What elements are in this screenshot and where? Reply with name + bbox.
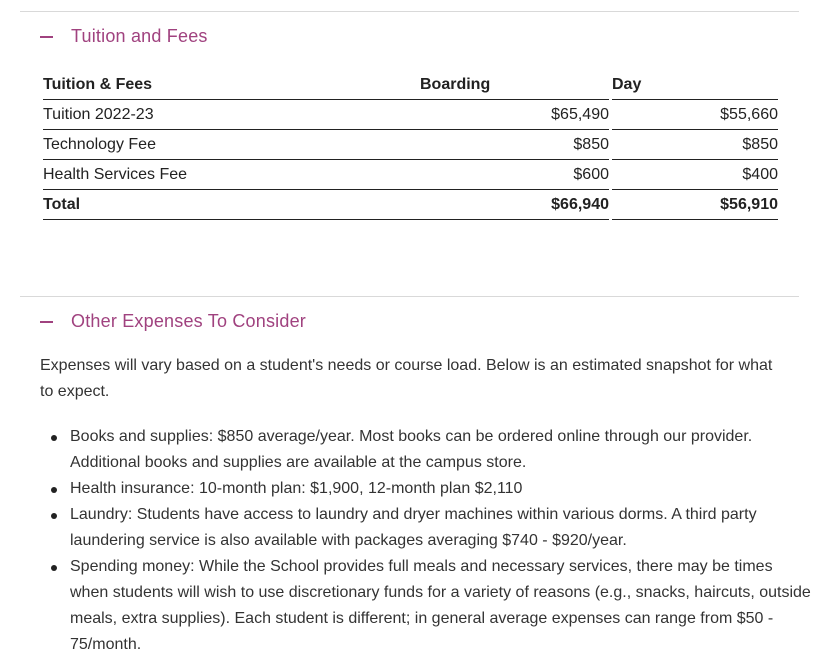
row-label: Health Services Fee [43,160,420,190]
header-boarding: Boarding [420,70,609,100]
list-item-text: Spending money: While the School provides full meals and necessary services, there may be times when students will wish to use discretionary funds for a variety of reasons (e.g., snacks, haircuts, outside meals, extra supplies). Each student is different; in general average expenses can range from $50 - 75/month. [70,558,811,653]
tuition-accordion-header[interactable] [40,26,208,47]
row-label: Technology Fee [43,130,420,160]
boarding-value: $850 [420,130,609,160]
total-day: $56,910 [612,190,778,220]
day-value: $400 [612,160,778,190]
list-item [70,476,814,502]
table-row [43,130,778,160]
bullet-icon [51,435,57,441]
table-row [43,100,778,130]
total-row [43,190,778,220]
top-divider [20,11,799,12]
list-item-text: Books and supplies: $850 average/year. Most books can be ordered online through our provider. Additional books and supplies are available at the campus store. [70,428,753,471]
list-item-text: Health insurance: 10-month plan: $1,900, 12-month plan $2,110 [70,480,523,497]
header-tuition-fees: Tuition & Fees [43,70,420,100]
day-value: $55,660 [612,100,778,130]
other-expenses-accordion-header[interactable] [40,311,306,332]
table-row [43,160,778,190]
content-panel [20,0,811,668]
list-item [70,502,814,554]
list-item [70,554,814,658]
row-label: Tuition 2022-23 [43,100,420,130]
section-divider [20,296,799,297]
expenses-intro: Expenses will vary based on a student's needs or course load. Below is an estimated snapshot for what to expect. [40,357,773,400]
bullet-icon [51,565,57,571]
total-label: Total [43,190,420,220]
list-item [70,424,814,476]
day-value: $850 [612,130,778,160]
boarding-value: $600 [420,160,609,190]
boarding-value: $65,490 [420,100,609,130]
fees-table [43,70,778,220]
table-header-row [43,70,778,100]
total-boarding: $66,940 [420,190,609,220]
bullet-icon [51,513,57,519]
header-day: Day [612,70,778,100]
tuition-section-title: Tuition and Fees [71,26,208,46]
collapse-minus-icon[interactable] [40,36,53,38]
other-section-title: Other Expenses To Consider [71,311,306,331]
collapse-minus-icon[interactable] [40,321,53,323]
expenses-list [40,424,814,658]
bullet-icon [51,487,57,493]
list-item-text: Laundry: Students have access to laundry and dryer machines within various dorms. A third party laundering service is also available with packages averaging $740 - $920/year. [70,506,757,549]
